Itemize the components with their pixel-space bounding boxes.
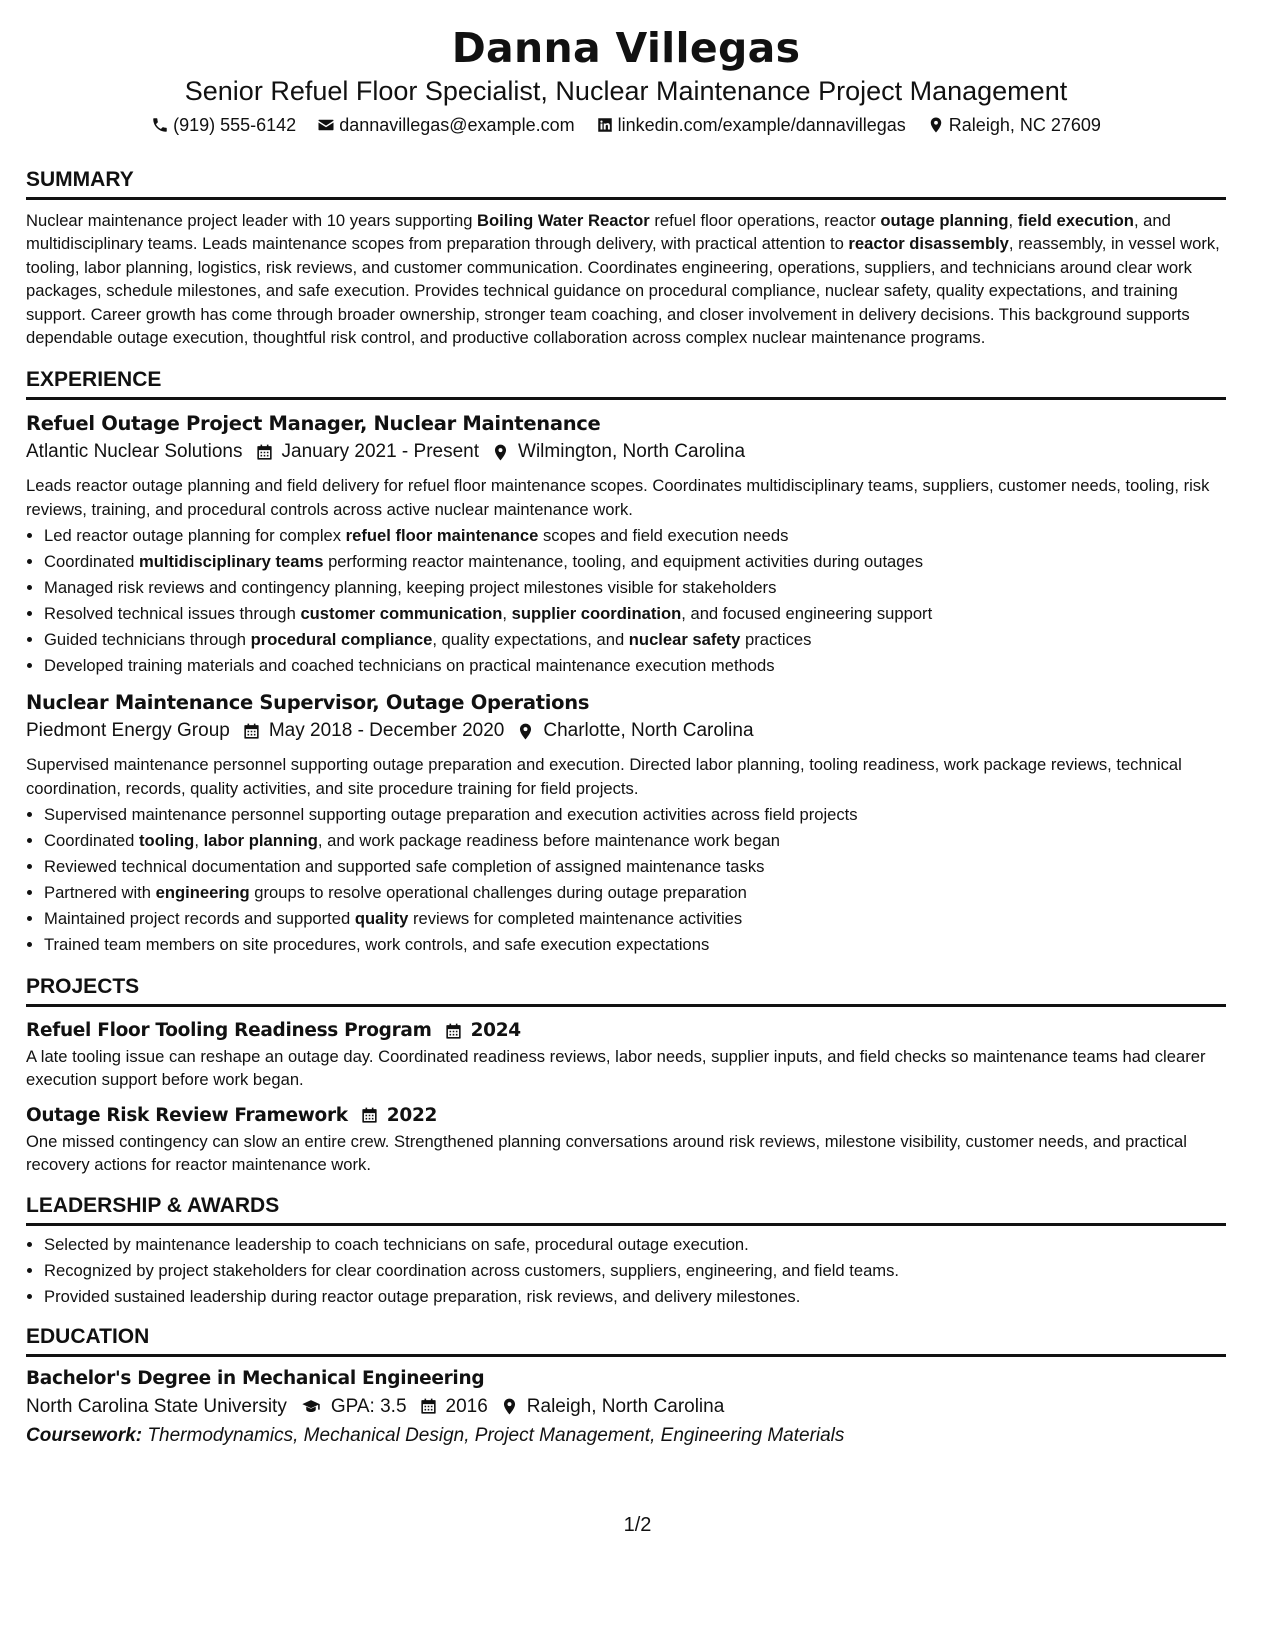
company-name: Atlantic Nuclear Solutions (26, 441, 243, 463)
project-title (26, 1102, 1226, 1130)
section-title: EXPERIENCE (26, 367, 1226, 400)
job-title: Refuel Outage Project Manager, Nuclear Maintenance (26, 412, 601, 436)
education-section (26, 1324, 1226, 1451)
project-name: Refuel Floor Tooling Readiness Program (26, 1020, 432, 1042)
gpa: GPA: 3.5 (330, 1395, 407, 1417)
projects-section (26, 974, 1226, 1177)
page-number: 1/2 (623, 1514, 652, 1536)
email-text: dannavillegas@example.com (339, 115, 575, 135)
graduation-cap-icon (299, 1397, 323, 1416)
project-description: One missed contingency can slow an entire crew. Strengthened planning conversations around risk reviews, milestone visibility, customer needs, and practical recovery actions for reactor maintenance work. (26, 1131, 1187, 1175)
contact-line (26, 110, 1226, 143)
list-item: • Provided sustained leadership during reactor outage preparation, risk reviews, and delivery milestones. (44, 1284, 1226, 1310)
list-item: • Developed training materials and coached technicians on practical maintenance execution methods (44, 653, 1226, 679)
job-title: Nuclear Maintenance Supervisor, Outage Operations (26, 691, 590, 715)
list-item: • Selected by maintenance leadership to coach technicians on safe, procedural outage execution. (44, 1232, 1226, 1258)
job-dates: May 2018 - December 2020 (268, 720, 505, 742)
project-year: 2024 (470, 1020, 521, 1042)
contact-phone[interactable] (151, 110, 296, 140)
job-description: Supervised maintenance personnel supporting outage preparation and execution. Directed labor planning, tooling readiness, work package reviews, technical coordination, records, quality activities, and site procedure training for field projects. (26, 755, 1182, 798)
summary-section (26, 167, 1226, 349)
leadership-section (26, 1193, 1226, 1310)
list-item: • Trained team members on site procedures, work controls, and safe execution expectations (44, 932, 1226, 958)
candidate-headline: Senior Refuel Floor Specialist, Nuclear Maintenance Project Management (184, 76, 1068, 106)
job-meta (26, 438, 1226, 466)
project-description: A late tooling issue can reshape an outage day. Coordinated readiness reviews, labor needs, supplier inputs, and field checks so maintenance teams had clearer execution support before work began. (26, 1047, 1206, 1090)
map-pin-icon (927, 116, 945, 134)
job-location: Wilmington, North Carolina (518, 441, 746, 463)
phone-icon (151, 116, 169, 134)
company-name: Piedmont Energy Group (26, 720, 230, 742)
map-pin-icon (516, 722, 535, 741)
section-title: SUMMARY (26, 167, 1226, 200)
contact-linkedin[interactable] (596, 110, 906, 140)
linkedin-text: linkedin.com/example/dannavillegas (617, 115, 906, 135)
list-item: • Maintained project records and supported quality reviews for completed maintenance activities (44, 906, 1226, 932)
list-item: • Supervised maintenance personnel supporting outage preparation and execution activities across field projects (44, 802, 1226, 828)
list-item: • Resolved technical issues through customer communication, supplier coordination, and focused engineering support (44, 601, 1226, 627)
map-pin-icon (491, 443, 510, 462)
experience-entry (26, 410, 1226, 679)
list-item: • Guided technicians through procedural compliance, quality expectations, and nuclear safety practices (44, 627, 1226, 653)
education-meta (26, 1393, 1226, 1421)
job-dates: January 2021 - Present (281, 441, 480, 463)
coursework (26, 1421, 1226, 1451)
project-name: Outage Risk Review Framework (26, 1104, 348, 1126)
calendar-icon (360, 1106, 379, 1125)
degree-title: Bachelor's Degree in Mechanical Engineering (26, 1367, 485, 1389)
map-pin-icon (500, 1397, 519, 1416)
job-bullets (26, 802, 1226, 958)
coursework-label: Coursework: (26, 1424, 143, 1446)
list-item: • Led reactor outage planning for complex refuel floor maintenance scopes and field execution needs (44, 523, 1226, 549)
calendar-icon (255, 443, 274, 462)
calendar-icon (242, 722, 261, 741)
experience-section (26, 367, 1226, 958)
section-title: EDUCATION (26, 1324, 1226, 1357)
list-item: • Managed risk reviews and contingency planning, keeping project milestones visible for stakeholders (44, 575, 1226, 601)
summary-text: Nuclear maintenance project leader with 10 years supporting Boiling Water Reactor refuel floor operations, reactor outage planning, field execution, and multidisciplinary teams. Leads maintenance scopes from preparation through delivery, with practical attention to reactor disassembly, reassembly, in vessel work, tooling, labor planning, logistics, risk reviews, and customer communication. Coordinates engineering, operations, suppliers, and technicians around clear work packages, schedule milestones, and safe execution. Provides technical guidance on procedural compliance, nuclear safety, quality expectations, and training support. Career growth has come through broader ownership, stronger team coaching, and closer involvement in delivery decisions. This background supports dependable outage execution, thoughtful risk control, and productive collaboration across complex nuclear maintenance programs. (26, 211, 1220, 348)
experience-entry (26, 689, 1226, 958)
project-year: 2022 (386, 1104, 438, 1126)
list-item: • Recognized by project stakeholders for clear coordination across customers, suppliers, engineering, and field teams. (44, 1258, 1226, 1284)
list-item: • Coordinated multidisciplinary teams performing reactor maintenance, tooling, and equipment activities during outages (44, 549, 1226, 575)
list-item: • Reviewed technical documentation and supported safe completion of assigned maintenance tasks (44, 854, 1226, 880)
list-item: • Coordinated tooling, labor planning, and work package readiness before maintenance work began (44, 828, 1226, 854)
leadership-bullets (26, 1232, 1226, 1310)
location-text: Raleigh, NC 27609 (948, 115, 1101, 135)
job-bullets (26, 523, 1226, 679)
calendar-icon (419, 1397, 438, 1416)
calendar-icon (444, 1022, 463, 1041)
contact-email[interactable] (317, 110, 574, 140)
school-location: Raleigh, North Carolina (526, 1395, 725, 1417)
contact-location (927, 110, 1101, 140)
resume-header (26, 22, 1226, 143)
envelope-icon (317, 116, 335, 134)
list-item: • Partnered with engineering groups to resolve operational challenges during outage preparation (44, 880, 1226, 906)
section-title: LEADERSHIP & AWARDS (26, 1193, 1226, 1226)
candidate-name: Danna Villegas (451, 24, 801, 72)
graduation-year: 2016 (445, 1395, 488, 1417)
job-description: Leads reactor outage planning and field delivery for refuel floor maintenance scopes. Coordinates multidisciplinary teams, suppliers, customer needs, tooling, risk reviews, training, and procedural controls across active nuclear maintenance work. (26, 476, 1210, 519)
coursework-list: Thermodynamics, Mechanical Design, Project Management, Engineering Materials (142, 1424, 845, 1446)
project-title (26, 1017, 1226, 1045)
phone-text: (919) 555-6142 (173, 115, 297, 135)
section-title: PROJECTS (26, 974, 1226, 1007)
job-meta (26, 717, 1226, 745)
linkedin-icon (596, 116, 614, 134)
job-location: Charlotte, North Carolina (543, 720, 754, 742)
school-name: North Carolina State University (26, 1395, 287, 1417)
